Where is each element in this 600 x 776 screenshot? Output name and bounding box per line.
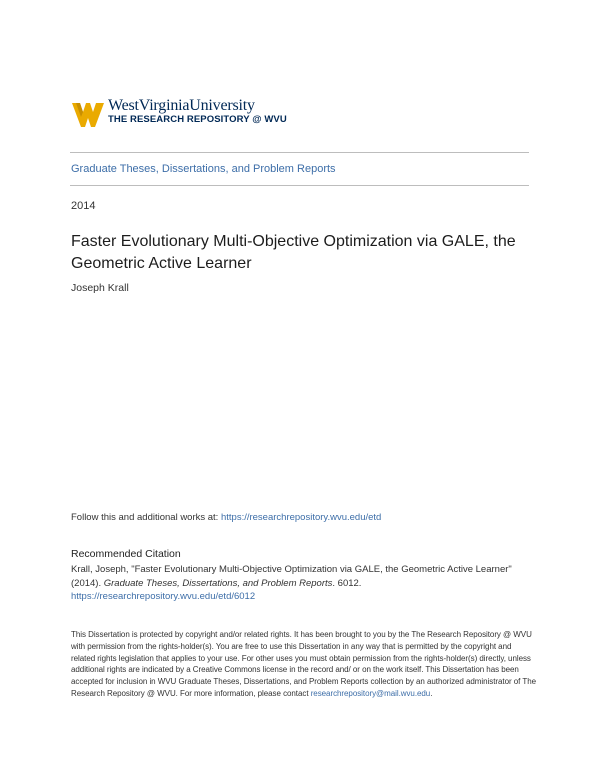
citation-number: . 6012.	[332, 577, 362, 589]
follow-link[interactable]: https://researchrepository.wvu.edu/etd	[220, 512, 382, 523]
logo-repository-name: THE RESEARCH REPOSITORY @ WVU	[108, 114, 287, 125]
collection-link[interactable]: Graduate Theses, Dissertations, and Problem Reports	[71, 163, 336, 175]
divider-bottom	[70, 185, 529, 186]
logo-university-name: WestVirginiaUniversity	[108, 97, 255, 114]
citation-link[interactable]: https://researchrepository.wvu.edu/etd/6012	[71, 591, 256, 602]
citation-series: Graduate Theses, Dissertations, and Problem Reports	[103, 577, 333, 589]
follow-prefix: Follow this and additional works at:	[71, 512, 221, 523]
wvu-logo	[71, 97, 287, 131]
citation-text	[71, 563, 531, 604]
follow-line	[71, 512, 381, 523]
disclaimer-text: This Dissertation is protected by copyright and/or related rights. It has been brought to you by the The Research Repository @ WVU with permission from the rights-holder(s). You are free to use this Dissertation in any way that is permitted by the copyright and related rights legislation that applies to your use. For other uses you must obtain permission from the rights-holder(s) directly, unless additional rights are indicated by a Creative Commons license in the record and/ or on the work itself. This Dissertation has been accepted for inclusion in WVU Graduate Theses, Dissertations, and Problem Reports collection by an authorized administrator of The Research Repository @ WVU. For more information, please contact	[71, 630, 536, 698]
document-title: Faster Evolutionary Multi-Objective Optimization via GALE, the Geometric Active Learner	[71, 233, 516, 272]
disclaimer-suffix: .	[430, 688, 433, 698]
publication-year: 2014	[71, 200, 96, 212]
contact-email-link[interactable]: researchrepository@mail.wvu.edu	[310, 688, 431, 698]
divider-top	[70, 152, 529, 153]
author-name: Joseph Krall	[71, 282, 129, 294]
flying-wv-icon	[71, 97, 105, 131]
citation-body: Krall, Joseph, "Faster Evolutionary Multi-Objective Optimization via GALE, the Geometric Active Learner" (2014).	[71, 564, 512, 589]
recommended-citation-heading: Recommended Citation	[71, 548, 181, 560]
rights-disclaimer	[71, 629, 536, 700]
